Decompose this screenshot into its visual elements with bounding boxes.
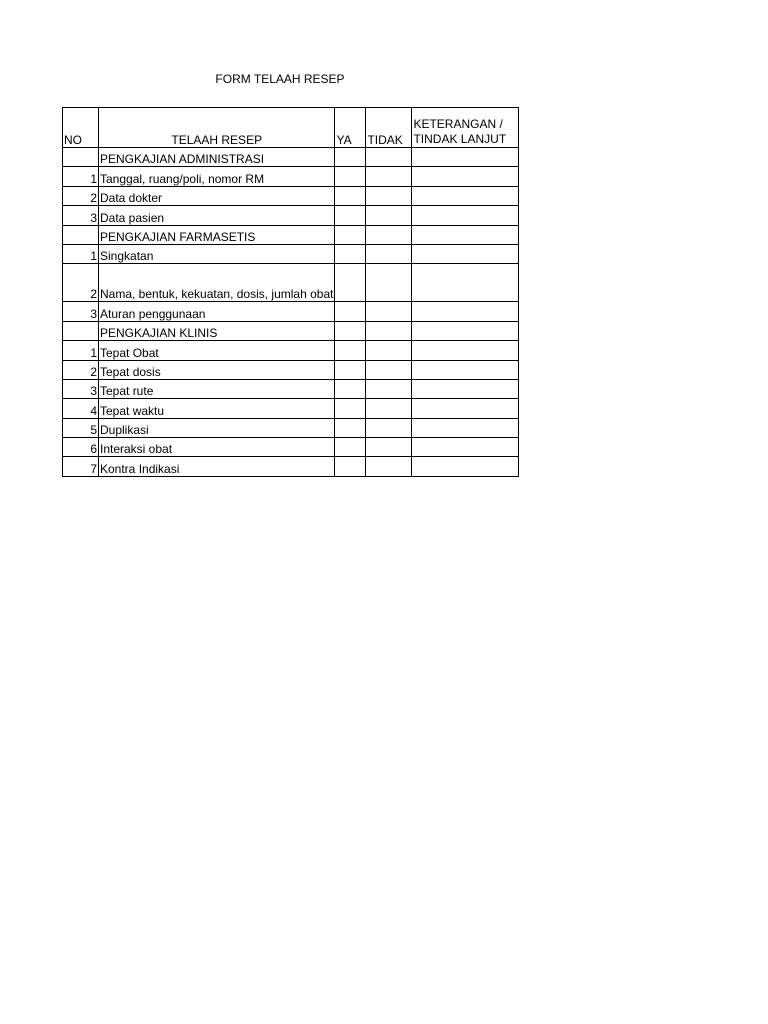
item-number: 2 xyxy=(63,186,99,205)
yes-cell[interactable] xyxy=(335,148,366,167)
item-text: Tepat rute xyxy=(99,379,335,398)
item-text: Interaksi obat xyxy=(99,438,335,457)
no-answer-cell[interactable] xyxy=(366,264,412,302)
table-row xyxy=(63,341,519,360)
notes-cell[interactable] xyxy=(412,341,519,360)
section-row xyxy=(63,321,519,340)
item-number: 5 xyxy=(63,418,99,437)
item-number: 6 xyxy=(63,438,99,457)
no-answer-cell[interactable] xyxy=(366,399,412,418)
section-row xyxy=(63,148,519,167)
header-item: TELAAH RESEP xyxy=(99,108,335,148)
yes-cell[interactable] xyxy=(335,360,366,379)
section-label: PENGKAJIAN KLINIS xyxy=(99,321,335,340)
notes-cell[interactable] xyxy=(412,438,519,457)
yes-cell[interactable] xyxy=(335,457,366,476)
item-text: Singkatan xyxy=(99,244,335,263)
yes-cell[interactable] xyxy=(335,244,366,263)
notes-cell[interactable] xyxy=(412,457,519,476)
item-number: 4 xyxy=(63,399,99,418)
prescription-review-table xyxy=(62,107,519,477)
notes-cell[interactable] xyxy=(412,225,519,244)
section-no-cell xyxy=(63,321,99,340)
yes-cell[interactable] xyxy=(335,264,366,302)
table-row xyxy=(63,186,519,205)
table-row xyxy=(63,438,519,457)
table-row xyxy=(63,360,519,379)
section-label: PENGKAJIAN FARMASETIS xyxy=(99,225,335,244)
item-number: 3 xyxy=(63,206,99,225)
yes-cell[interactable] xyxy=(335,206,366,225)
no-answer-cell[interactable] xyxy=(366,206,412,225)
notes-cell[interactable] xyxy=(412,302,519,321)
notes-cell[interactable] xyxy=(412,206,519,225)
item-text: Tepat Obat xyxy=(99,341,335,360)
table-body xyxy=(63,148,519,477)
notes-cell[interactable] xyxy=(412,148,519,167)
header-notes: KETERANGAN / TINDAK LANJUT xyxy=(412,108,519,148)
notes-cell[interactable] xyxy=(412,360,519,379)
no-answer-cell[interactable] xyxy=(366,167,412,186)
item-number: 7 xyxy=(63,457,99,476)
header-no: NO xyxy=(63,108,99,148)
notes-cell[interactable] xyxy=(412,264,519,302)
notes-cell[interactable] xyxy=(412,379,519,398)
table-row xyxy=(63,244,519,263)
item-number: 1 xyxy=(63,244,99,263)
item-number: 2 xyxy=(63,264,99,302)
no-answer-cell[interactable] xyxy=(366,379,412,398)
no-answer-cell[interactable] xyxy=(366,225,412,244)
item-text: Tepat dosis xyxy=(99,360,335,379)
table-row xyxy=(63,264,519,302)
yes-cell[interactable] xyxy=(335,321,366,340)
yes-cell[interactable] xyxy=(335,418,366,437)
notes-cell[interactable] xyxy=(412,321,519,340)
form-title: FORM TELAAH RESEP xyxy=(215,72,345,86)
notes-cell[interactable] xyxy=(412,167,519,186)
no-answer-cell[interactable] xyxy=(366,186,412,205)
no-answer-cell[interactable] xyxy=(366,457,412,476)
table-row xyxy=(63,418,519,437)
table-row xyxy=(63,302,519,321)
item-number: 1 xyxy=(63,167,99,186)
header-no-answer: TIDAK xyxy=(366,108,412,148)
item-text: Data dokter xyxy=(99,186,335,205)
item-text: Aturan penggunaan xyxy=(99,302,335,321)
item-number: 2 xyxy=(63,360,99,379)
item-text: Kontra Indikasi xyxy=(99,457,335,476)
no-answer-cell[interactable] xyxy=(366,341,412,360)
notes-cell[interactable] xyxy=(412,186,519,205)
no-answer-cell[interactable] xyxy=(366,321,412,340)
item-text: Nama, bentuk, kekuatan, dosis, jumlah obat xyxy=(99,264,335,302)
item-number: 3 xyxy=(63,379,99,398)
yes-cell[interactable] xyxy=(335,186,366,205)
yes-cell[interactable] xyxy=(335,438,366,457)
section-label: PENGKAJIAN ADMINISTRASI xyxy=(99,148,335,167)
no-answer-cell[interactable] xyxy=(366,244,412,263)
section-row xyxy=(63,225,519,244)
yes-cell[interactable] xyxy=(335,379,366,398)
yes-cell[interactable] xyxy=(335,399,366,418)
no-answer-cell[interactable] xyxy=(366,302,412,321)
header-yes: YA xyxy=(335,108,366,148)
header-row xyxy=(63,108,519,148)
item-number: 1 xyxy=(63,341,99,360)
yes-cell[interactable] xyxy=(335,341,366,360)
yes-cell[interactable] xyxy=(335,167,366,186)
table-row xyxy=(63,399,519,418)
no-answer-cell[interactable] xyxy=(366,418,412,437)
notes-cell[interactable] xyxy=(412,244,519,263)
table-row xyxy=(63,457,519,476)
item-text: Data pasien xyxy=(99,206,335,225)
table-row xyxy=(63,206,519,225)
no-answer-cell[interactable] xyxy=(366,438,412,457)
item-number: 3 xyxy=(63,302,99,321)
section-no-cell xyxy=(63,225,99,244)
notes-cell[interactable] xyxy=(412,418,519,437)
table-row xyxy=(63,167,519,186)
no-answer-cell[interactable] xyxy=(366,148,412,167)
item-text: Tepat waktu xyxy=(99,399,335,418)
section-no-cell xyxy=(63,148,99,167)
item-text: Tanggal, ruang/poli, nomor RM xyxy=(99,167,335,186)
notes-cell[interactable] xyxy=(412,399,519,418)
table-row xyxy=(63,379,519,398)
yes-cell[interactable] xyxy=(335,302,366,321)
no-answer-cell[interactable] xyxy=(366,360,412,379)
item-text: Duplikasi xyxy=(99,418,335,437)
yes-cell[interactable] xyxy=(335,225,366,244)
